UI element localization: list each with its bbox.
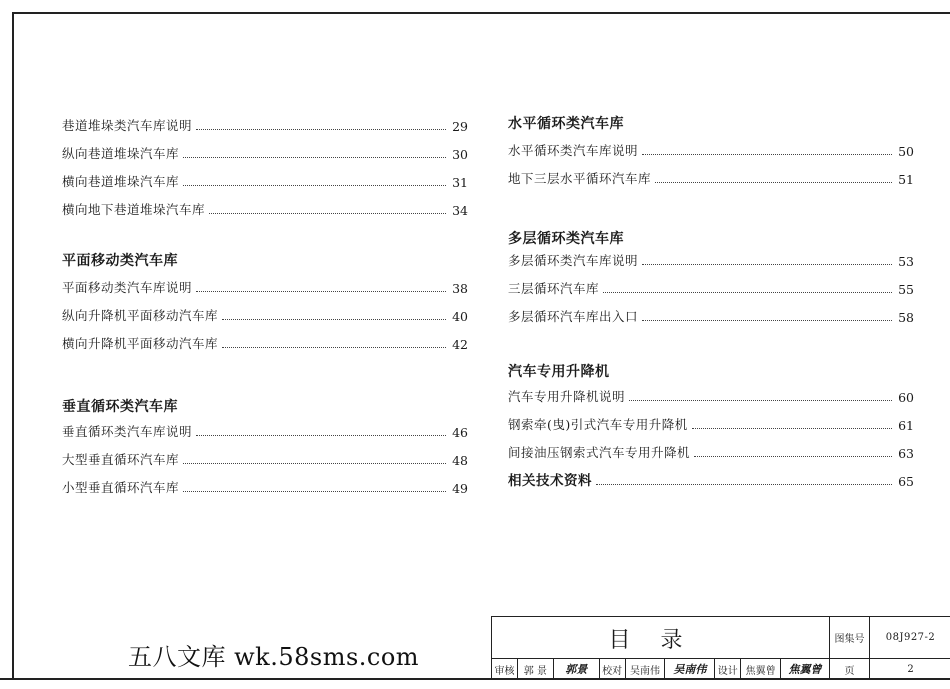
toc-entry[interactable] [508, 139, 914, 159]
dot-leader [183, 463, 446, 464]
toc-entry[interactable] [62, 304, 468, 324]
checker-name: 吴南伟 [626, 659, 666, 679]
toc-entry-title: 垂直循环类汽车库说明 [62, 424, 193, 439]
title-block [491, 616, 950, 678]
dot-leader [692, 428, 892, 429]
dot-leader [629, 400, 892, 401]
dot-leader [603, 292, 892, 293]
toc-entry-title: 横向巷道堆垛汽车库 [62, 174, 180, 189]
dot-leader [642, 264, 892, 265]
toc-entry-page: 50 [898, 144, 914, 159]
toc-entry[interactable] [508, 441, 914, 461]
page-number-value: 2 [907, 663, 914, 675]
toc-entry-title: 多层循环类汽车库说明 [508, 253, 639, 268]
atlas-number-label: 图集号 [830, 617, 870, 659]
section-heading: 多层循环类汽车库 [508, 231, 624, 247]
dot-leader [222, 347, 446, 348]
toc-entry[interactable] [62, 142, 468, 162]
toc-entry-title: 纵向巷道堆垛汽车库 [62, 146, 180, 161]
toc-entry-title: 平面移动类汽车库说明 [62, 280, 193, 295]
toc-entry-page: 53 [898, 254, 914, 269]
design-label: 设计 [715, 659, 741, 679]
toc-entry[interactable] [62, 276, 468, 296]
toc-entry-page: 51 [898, 172, 914, 187]
signature-row [492, 659, 830, 679]
dot-leader [183, 157, 446, 158]
section-heading: 平面移动类汽车库 [62, 253, 178, 269]
designer-signature: 焦翼曾 [788, 663, 822, 676]
toc-entry-page: 61 [898, 418, 914, 433]
toc-entry-page: 65 [898, 474, 914, 489]
toc-entry[interactable] [62, 198, 468, 218]
section-heading: 垂直循环类汽车库 [62, 399, 178, 415]
toc-entry-title: 多层循环汽车库出入口 [508, 309, 639, 324]
atlas-number-value: 08J927-2 [870, 617, 950, 659]
toc-entry-title: 大型垂直循环汽车库 [62, 452, 180, 467]
dot-leader [596, 484, 892, 485]
toc-entry-title: 三层循环汽车库 [508, 281, 600, 296]
toc-entry-page: 40 [452, 309, 468, 324]
toc-entry[interactable] [508, 167, 914, 187]
toc-entry-page: 29 [452, 119, 468, 134]
toc-entry-page: 60 [898, 390, 914, 405]
toc-entry[interactable] [508, 385, 914, 405]
title-cell [492, 617, 830, 659]
dot-leader [183, 491, 446, 492]
section-heading: 水平循环类汽车库 [508, 116, 624, 132]
toc-entry-page: 38 [452, 281, 468, 296]
drawing-title: 目录 [608, 628, 713, 653]
checker-signature: 吴南伟 [665, 659, 715, 679]
toc-entry-page: 31 [452, 175, 468, 190]
toc-entry-title: 横向地下巷道堆垛汽车库 [62, 202, 206, 217]
toc-entry[interactable] [62, 420, 468, 440]
toc-entry-title: 汽车专用升降机说明 [508, 389, 626, 404]
toc-entry-page: 42 [452, 337, 468, 352]
toc-entry-page: 46 [452, 425, 468, 440]
toc-entry-title: 间接油压钢索式汽车专用升降机 [508, 445, 691, 460]
dot-leader [196, 435, 446, 436]
toc-entry-page: 58 [898, 310, 914, 325]
dot-leader [196, 291, 446, 292]
toc-entry-title: 钢索牵(曳)引式汽车专用升降机 [508, 417, 688, 432]
dot-leader [209, 213, 446, 214]
toc-entry-page: 63 [898, 446, 914, 461]
toc-entry[interactable] [508, 413, 914, 433]
toc-entry-page: 30 [452, 147, 468, 162]
review-label: 审核 [492, 659, 518, 679]
toc-entry[interactable] [508, 305, 914, 325]
toc-entry-title: 地下三层水平循环汽车库 [508, 171, 652, 186]
toc-entry-title: 小型垂直循环汽车库 [62, 480, 180, 495]
dot-leader [655, 182, 892, 183]
reviewer-name: 郭 景 [518, 659, 554, 679]
dot-leader [694, 456, 892, 457]
dot-leader [196, 129, 446, 130]
toc-entry[interactable] [508, 469, 914, 489]
toc-entry[interactable] [508, 249, 914, 269]
toc-entry[interactable] [62, 332, 468, 352]
designer-name: 焦翼曾 [741, 659, 781, 679]
dot-leader [642, 320, 892, 321]
dot-leader [642, 154, 892, 155]
toc-entry-title: 巷道堆垛类汽车库说明 [62, 118, 193, 133]
watermark-text: 五八文库 wk.58sms.com [128, 643, 420, 671]
toc-entry-title: 水平循环类汽车库说明 [508, 143, 639, 158]
toc-entry-page: 49 [452, 481, 468, 496]
toc-entry[interactable] [62, 476, 468, 496]
toc-entry-title: 纵向升降机平面移动汽车库 [62, 308, 219, 323]
section-heading: 汽车专用升降机 [508, 364, 610, 380]
toc-entry-title: 横向升降机平面移动汽车库 [62, 336, 219, 351]
toc-entry[interactable] [62, 114, 468, 134]
toc-entry[interactable] [508, 277, 914, 297]
bottom-border [0, 678, 950, 680]
dot-leader [183, 185, 446, 186]
toc-entry-page: 55 [898, 282, 914, 297]
toc-entry[interactable] [62, 448, 468, 468]
toc-entry-page: 34 [452, 203, 468, 218]
check-label: 校对 [600, 659, 626, 679]
dot-leader [222, 319, 446, 320]
page-label: 页 [830, 659, 870, 679]
toc-entry-page: 48 [452, 453, 468, 468]
reviewer-signature: 郭景 [554, 659, 600, 679]
toc-entry[interactable] [62, 170, 468, 190]
toc-entry-title: 相关技术资料 [508, 473, 592, 489]
